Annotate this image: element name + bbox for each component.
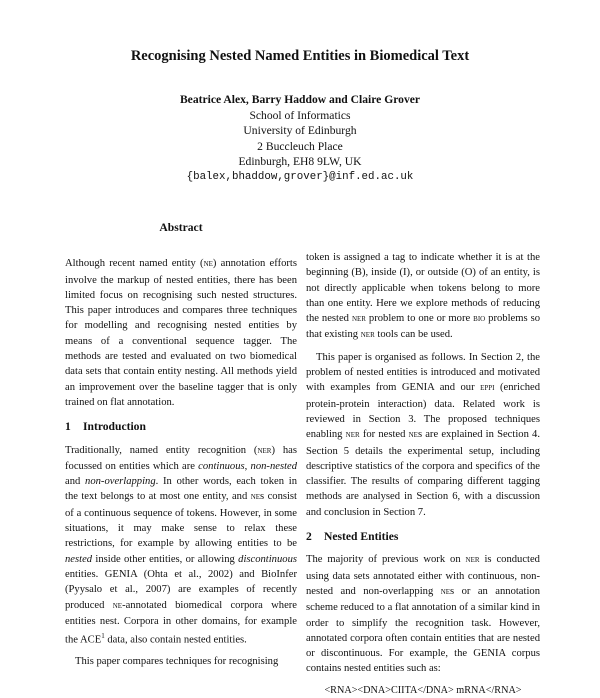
right-paragraph-2: This paper is organised as follows. In Section 2, the problem of nested entities is introduced and motivated with examples from GENIA and our eppi (enriched protein-protein interaction) data. Related work is reviewed in Section 3. The proposed techniques enabling ner for nested nes are explained in Section 4. Section 5 details the experimental setup, including descriptive statistics of the corpora and specifics of the classifier. The results of comparing different tagging methods are analysed in Section 6, with a discussion and conclusion in Section 7. [306,351,540,518]
right-paragraph-1: token is assigned a tag to indicate whether it is at the beginning (B), inside (I), or outside (O) of an entity, is not directly applicable when tokens belong to more than one entity. Here we explore methods of reducing the nested ner problem to one or more bio problems so that existing ner tools can be used. [306,252,540,341]
abstract-text: Although recent named entity (ne) annotation efforts involve the markup of nested entities, there has been limited focus on recognising such nested structures. This paper introduces and compares three techniques for modelling and recognising nested entities by means of a conventional sequence tagger. The methods are tested and evaluated on two biomedical data sets that contain entity nesting. All methods yield an improvement over the baseline tagger that is only trained on flat annotation. [65,258,297,408]
author-email[interactable]: {balex,bhaddow,grover}@inf.ed.ac.uk [186,170,414,183]
author-city: Edinburgh, EH8 9LW, UK [238,155,362,169]
author-names: Beatrice Alex, Barry Haddow and Claire Grover [179,93,421,106]
abstract-heading: Abstract [159,221,203,234]
section-1-heading: 1 Introduction [65,420,146,434]
nested-entity-example: <RNA><DNA>CIITA</DNA> mRNA</RNA> [324,684,522,696]
author-street: 2 Buccleuch Place [257,139,343,153]
footnote-marker[interactable]: 1 [101,632,105,641]
right-column [306,250,540,698]
section-2-heading: 2 Nested Entities [306,530,399,544]
section-1-paragraph-1: Traditionally, named entity recognition (ner) has focussed on entities which are continuous, non-nested and non-overlapping. In other words, each token in the text belongs to at most one entity, and nes consist of a continuous sequence of tokens. However, in some situations, it may make sense to relax these restrictions, for example by allowing entities to be nested inside other entities, or allowing discontinuous entities. GENIA (Ohta et al., 2002) and BioInfer (Pyysalo et al., 2007) are examples of recently produced ne-annotated biomedical corpora where entities nest. Corpora in other domains, for example the ACE$^1$ data, also contain nested entities. [65,444,298,646]
author-department: School of Informatics [249,108,351,122]
section-1-paragraph-2: This paper compares techniques for recognising [75,655,279,667]
paper-title: Recognising Nested Named Entities in Biomedical Text [130,48,470,64]
author-university: University of Edinburgh [243,124,357,138]
left-column [65,220,297,675]
section-2-paragraph-1: The majority of previous work on ner is conducted using data sets annotated either with continuous, non-nested and non-overlapping nes or an annotation scheme reduced to a flat annotation of a similar kind in order to simplify the recognition task. However, annotated corpora often contain entities that are nested or discontinuous. For example, the GENIA corpus contains nested entities such as: [306,554,540,675]
author-block [0,92,600,186]
